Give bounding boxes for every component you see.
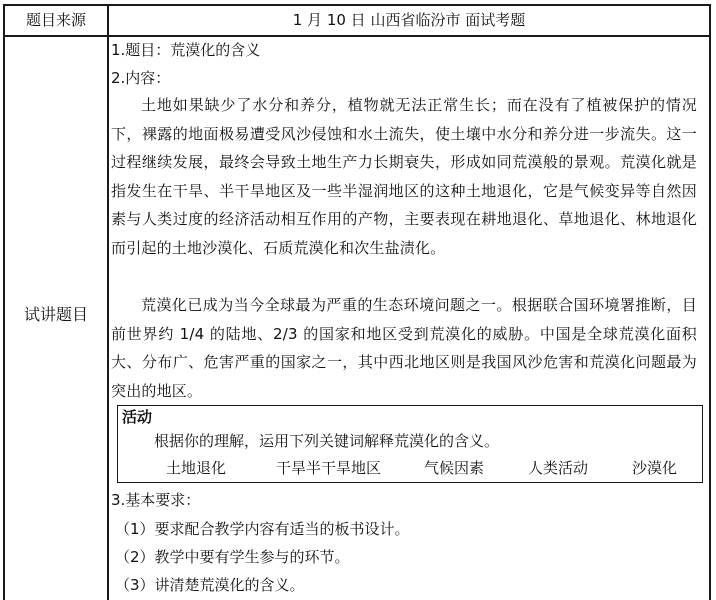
header-row: [5, 6, 709, 37]
activity-title: 活动: [122, 408, 153, 426]
keyword-item: 土地退化: [166, 459, 227, 477]
content-paragraph-2: 荒漠化已成为当今全球最为严重的生态环境问题之一。根据联合国环境署推断，目前世界约 1/4 的陆地、2/3 的国家和地区受到荒漠化的威胁。中国是全球荒漠化面积大、分布广、危害严重的国家之一，其中西北地区则是我国风沙危害和荒漠化问题最为突出的地区。: [111, 296, 697, 400]
source-label: 题目来源: [25, 11, 86, 29]
activity-box: [117, 405, 703, 483]
source-value: 1 月 10 日 山西省临汾市 面试考题: [292, 11, 526, 29]
item-title: 1.题目：荒漠化的含义: [111, 41, 261, 59]
keyword-item: 人类活动: [528, 459, 589, 477]
item-content-heading: 2.内容：: [111, 69, 171, 87]
requirement-item: （3）讲清楚荒漠化的含义。: [115, 576, 305, 594]
column-divider: [107, 6, 109, 600]
keyword-item: 气候因素: [424, 459, 485, 477]
exam-table: [3, 4, 711, 600]
activity-instruction: 根据你的理解，运用下列关键词解释荒漠化的含义。: [154, 432, 500, 450]
requirement-item: （2）教学中要有学生参与的环节。: [115, 548, 350, 566]
item-requirements-heading: 3.基本要求：: [111, 491, 201, 509]
content-paragraph-1: 土地如果缺少了水分和养分，植物就无法正常生长；而在没有了植被保护的情况下，裸露的地面极易遭受风沙侵蚀和水土流失，使土壤中水分和养分进一步流失。这一过程继续发展，最终会导致土地生产力长期衰失，形成如同荒漠般的景观。荒漠化就是指发生在干旱、半干旱地区及一些半湿润地区的这种土地退化，它是气候变异等自然因素与人类过度的经济活动相互作用的产物，主要表现在耕地退化、草地退化、林地退化而引起的土地沙漠化、石质荒漠化和次生盐渍化。: [111, 96, 697, 257]
topic-label: 试讲题目: [23, 305, 88, 324]
keyword-list: [154, 456, 684, 480]
requirement-item: （1）要求配合教学内容有适当的板书设计。: [115, 520, 410, 538]
keyword-item: 干旱半干旱地区: [276, 459, 382, 477]
keyword-item: 沙漠化: [632, 459, 678, 477]
